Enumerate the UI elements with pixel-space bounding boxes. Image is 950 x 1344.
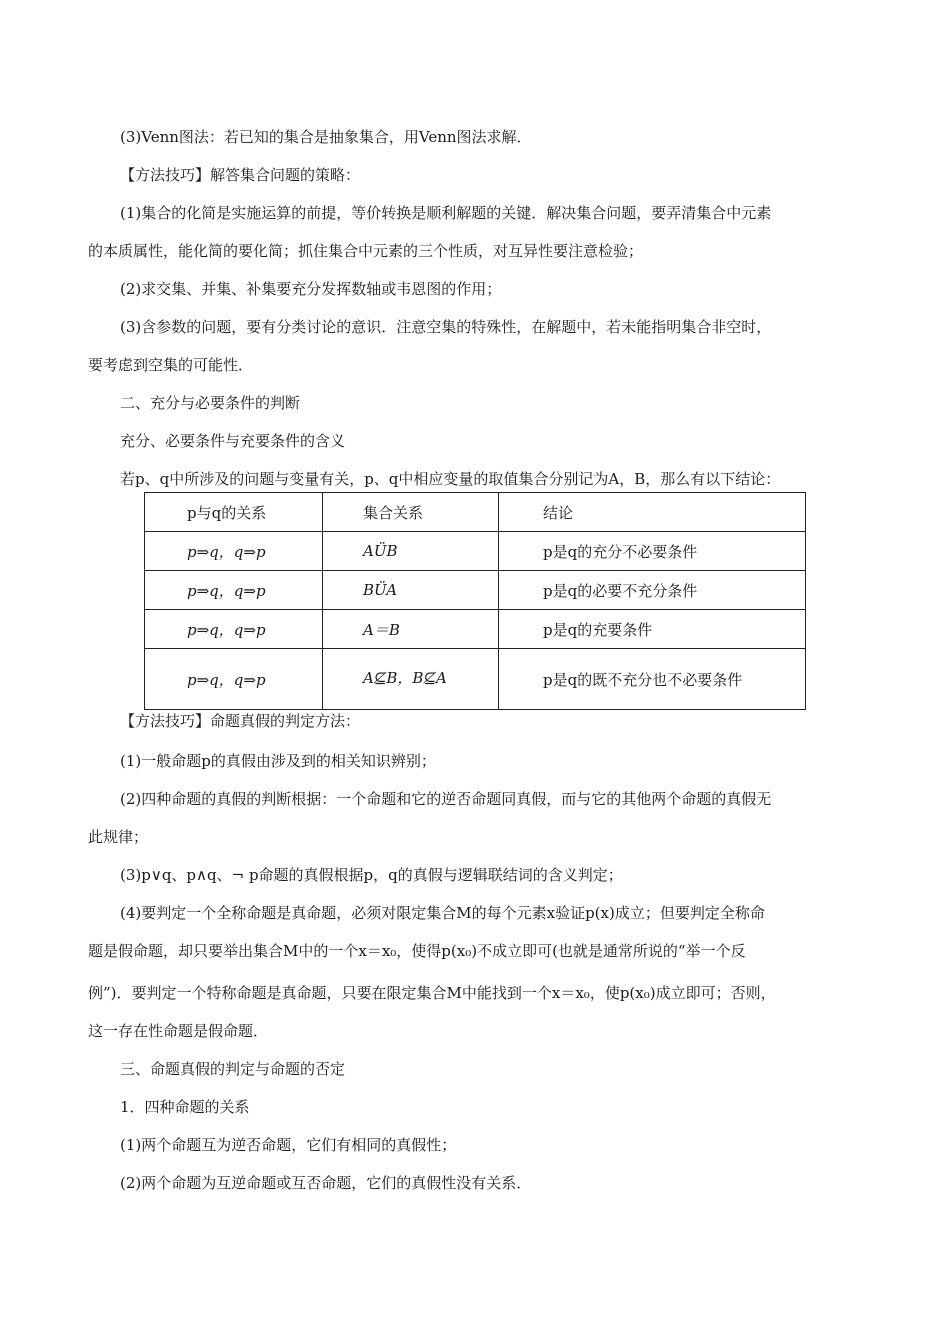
paragraph-strategy-1-cont: 的本质属性，能化简的要化简；抓住集合中元素的三个性质，对互异性要注意检验； xyxy=(88,242,644,260)
paragraph-proposition-2-cont: 此规律； xyxy=(88,828,149,846)
table-row xyxy=(145,570,805,609)
subheading-four-propositions: 1．四种命题的关系 xyxy=(120,1098,250,1116)
paragraph-relation-1: (1)两个命题互为逆否命题，它们有相同的真假性； xyxy=(120,1136,457,1154)
paragraph-pq-sets: 若p、q中所涉及的问题与变量有关，p、q中相应变量的取值集合分别记为A，B，那么有以下结论： xyxy=(120,470,781,488)
table-cell: p⇒q，q⇒p xyxy=(145,610,323,648)
paragraph-proposition-4: (4)要判定一个全称命题是真命题，必须对限定集合M的每个元素x验证p(x)成立；但要判定全称命 xyxy=(120,904,765,922)
table-header-cell: 集合关系 xyxy=(323,493,499,531)
table-header-cell: p与q的关系 xyxy=(145,493,323,531)
heading-set-strategy: 【方法技巧】解答集合问题的策略： xyxy=(120,166,361,184)
table-cell: p是q的充分不必要条件 xyxy=(543,542,698,561)
paragraph-proposition-2: (2)四种命题的真假的判断根据：一个命题和它的逆否命题同真假，而与它的其他两个命题的真假无 xyxy=(120,790,772,808)
table-cell: p是q的既不充分也不必要条件 xyxy=(543,671,743,689)
table-cell: p是q的充要条件 xyxy=(543,620,653,639)
paragraph-strategy-1: (1)集合的化简是实施运算的前提，等价转换是顺利解题的关键．解决集合问题，要弄清集合中元素 xyxy=(120,204,772,222)
paragraph-proposition-3: (3)p∨q、p∧q、¬ p命题的真假根据p，q的真假与逻辑联结词的含义判定； xyxy=(120,866,623,884)
table-cell: AÜB xyxy=(323,532,499,570)
paragraph-strategy-3-cont: 要考虑到空集的可能性． xyxy=(88,356,254,374)
paragraph-proposition-1: (1)一般命题p的真假由涉及到的相关知识辨别； xyxy=(120,752,436,770)
heading-proposition-method: 【方法技巧】命题真假的判定方法： xyxy=(120,712,361,730)
table-cell: p⇒q，q⇒p xyxy=(145,571,323,609)
paragraph-relation-2: (2)两个命题为互逆命题或互否命题，它们的真假性没有关系． xyxy=(120,1174,532,1192)
paragraph-proposition-4-cont3: 这一存在性命题是假命题． xyxy=(88,1022,269,1040)
table-cell: p⇒q，q⇒p xyxy=(145,532,323,570)
paragraph-venn-method: (3)Venn图法：若已知的集合是抽象集合，用Venn图法求解． xyxy=(120,128,532,146)
table-header-cell: 结论 xyxy=(543,503,574,522)
table-row xyxy=(145,648,805,710)
table-cell: BÜA xyxy=(323,571,499,609)
table-cell: A＝B xyxy=(323,610,499,648)
section-heading-three: 三、命题真假的判定与命题的否定 xyxy=(120,1060,346,1078)
section-heading-two: 二、充分与必要条件的判断 xyxy=(120,394,301,412)
table-cell: p是q的必要不充分条件 xyxy=(543,581,698,600)
paragraph-proposition-4-cont1: 题是假命题，却只要举出集合M中的一个x＝x₀，使得p(x₀)不成立即可(也就是通常所说的“举一个反 xyxy=(88,942,746,960)
table-row xyxy=(145,609,805,648)
paragraph-proposition-4-cont2: 例”)．要判定一个特称命题是真命题，只要在限定集合M中能找到一个x＝x₀，使p(x₀)成立即可；否则， xyxy=(88,984,776,1002)
table-cell: A⊈B，B⊈A xyxy=(323,649,499,710)
table-row xyxy=(145,531,805,570)
table-header-row xyxy=(145,493,805,531)
condition-table xyxy=(144,492,806,710)
paragraph-strategy-3: (3)含参数的问题，要有分类讨论的意识．注意空集的特殊性，在解题中，若未能指明集合非空时， xyxy=(120,318,772,336)
subheading-meaning: 充分、必要条件与充要条件的含义 xyxy=(120,432,346,450)
paragraph-strategy-2: (2)求交集、并集、补集要充分发挥数轴或韦恩图的作用； xyxy=(120,280,502,298)
table-cell: p⇒q，q⇒p xyxy=(145,649,323,710)
